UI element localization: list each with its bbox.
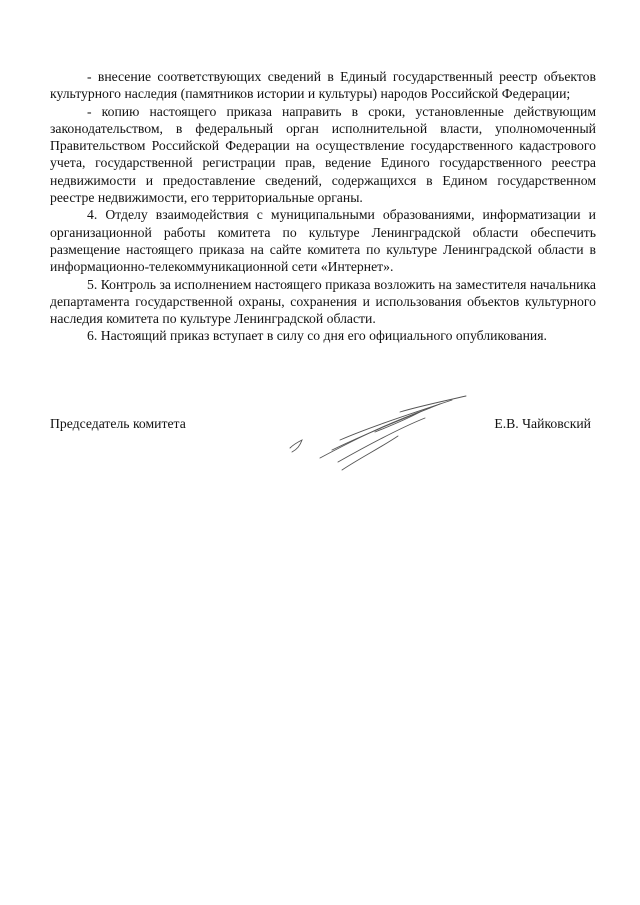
signatory-name: Е.В. Чайковский	[494, 416, 591, 431]
handwritten-signature	[280, 392, 470, 482]
signatory-title: Председатель комитета	[50, 416, 186, 431]
signature-block	[50, 412, 596, 492]
document-body	[50, 68, 596, 345]
paragraph-item-4: 4. Отделу взаимодействия с муниципальными образованиями, информатизации и организационной работы комитета по культуре Ленинградской области обеспечить размещение настоящего приказа на сайте комитета по культуре Ленинградской области в информационно-телекоммуникационной сети «Интернет».	[50, 207, 596, 275]
paragraph-registry-entry: - внесение соответствующих сведений в Единый государственный реестр объектов культурного наследия (памятников истории и культуры) народов Российской Федерации;	[50, 69, 596, 102]
paragraph-item-6: 6. Настоящий приказ вступает в силу со дня его официального опубликования.	[87, 328, 547, 344]
paragraph-item-5: 5. Контроль за исполнением настоящего приказа возложить на заместителя начальника департамента государственной охраны, сохранения и использования объектов культурного наследия комитета по культуре Ленинградской области.	[50, 276, 596, 327]
paragraph-copy-distribution: - копию настоящего приказа направить в сроки, установленные действующим законодательством, в федеральный орган исполнительной власти, уполномоченный Правительством Российской Федерации на осуществление государственного кадастрового учета, государственной регистрации прав, ведение Единого государственного реестра недвижимости и предоставление сведений, содержащихся в Едином государственном реестре недвижимости, его территориальные органы.	[50, 103, 596, 206]
